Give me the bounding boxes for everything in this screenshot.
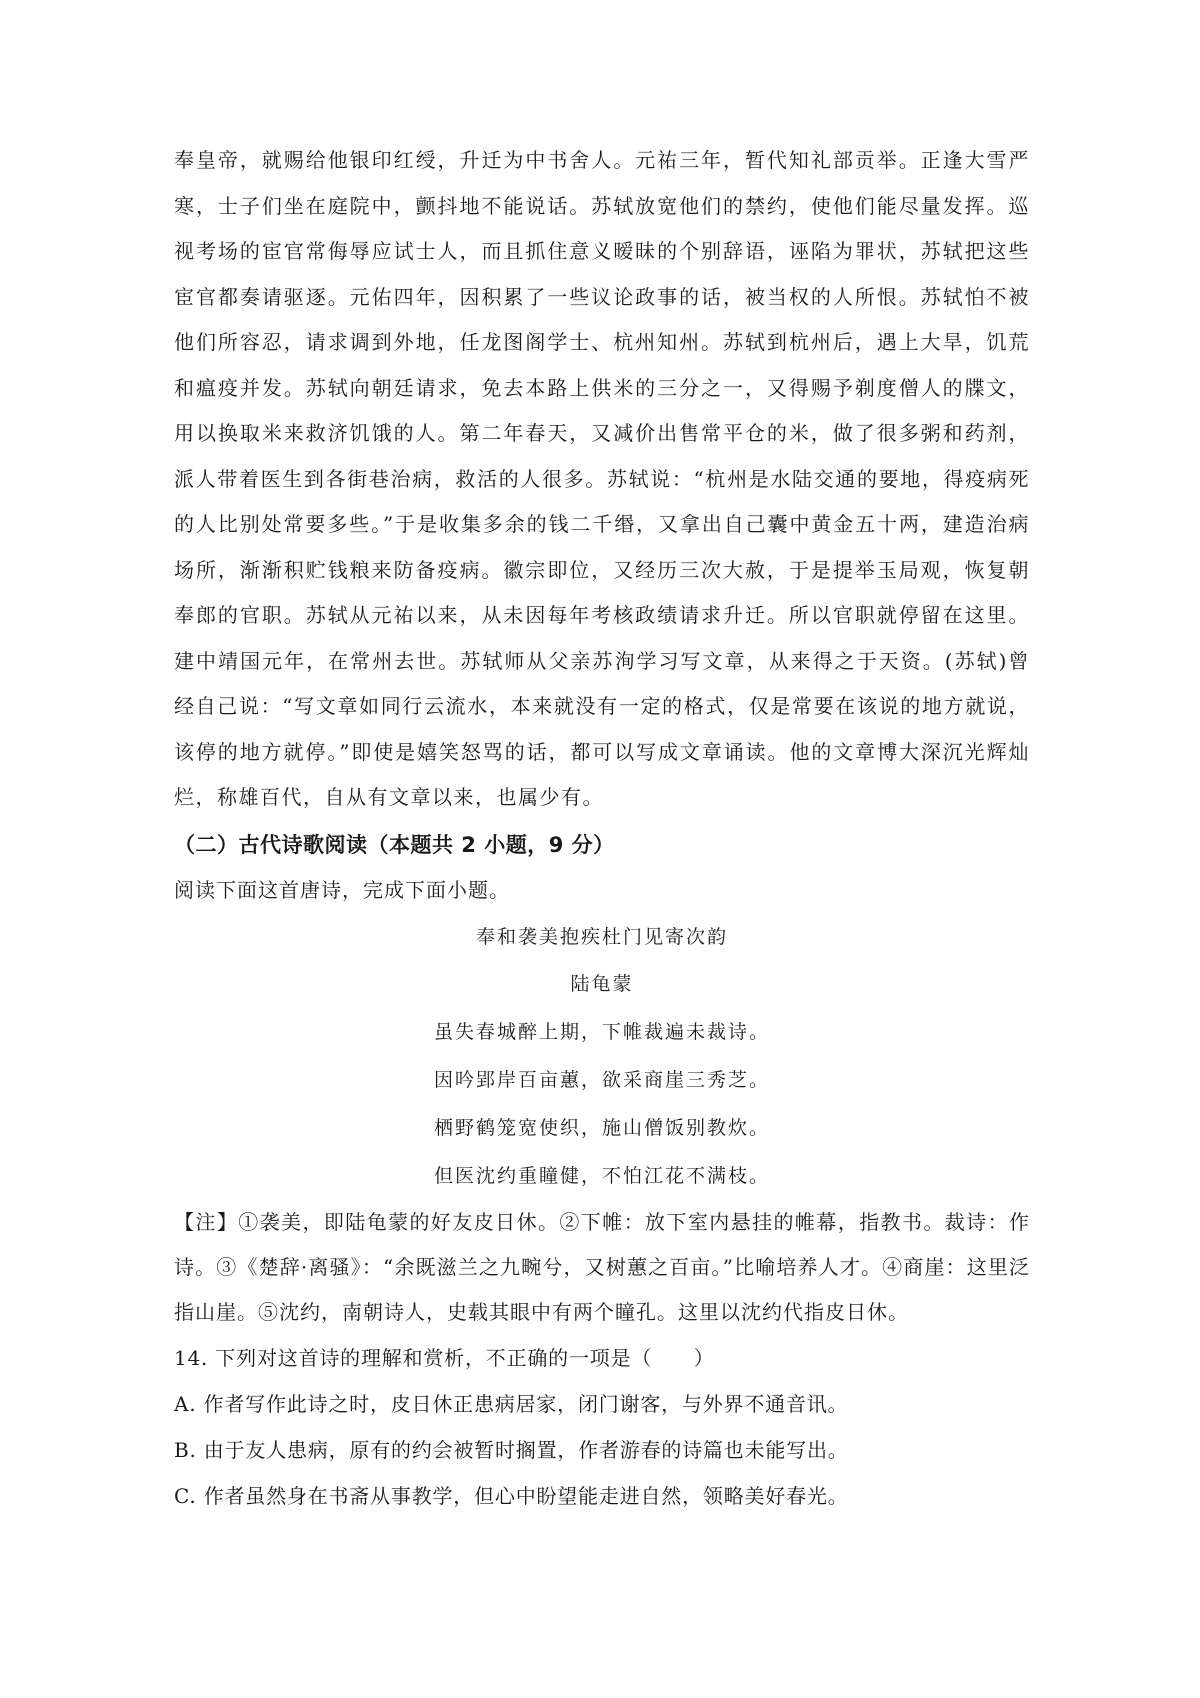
question-14 [174, 1335, 1030, 1519]
section-title: （二）古代诗歌阅读（本题共 2 小题，9 分） [174, 832, 615, 857]
question-stem: 14. 下列对这首诗的理解和赏析，不正确的一项是（ ） [174, 1345, 715, 1370]
poem-line: 虽失春城醉上期，下帷裁遍未裁诗。 [433, 1020, 770, 1043]
poem-block [174, 914, 1030, 1200]
passage-translation: 奉皇帝，就赐给他银印红绶，升迁为中书舍人。元祐三年，暂代知礼部贡举。正逢大雪严寒，士子们坐在庭院中，颤抖地不能说话。苏轼放宽他们的禁约，使他们能尽量发挥。巡视考场的宦官常侮辱应试士人，而且抓住意义暧昧的个别辞语，诬陷为罪状，苏轼把这些宦官都奏请驱逐。元佑四年，因积累了一些议论政事的话，被当权的人所恨。苏轼怕不被他们所容忍，请求调到外地，任龙图阁学士、杭州知州。苏轼到杭州后，遇上大旱，饥荒和瘟疫并发。苏轼向朝廷请求，免去本路上供米的三分之一，又得赐予剃度僧人的牒文，用以换取米来救济饥饿的人。第二年春天，又减价出售常平仓的米，做了很多粥和药剂，派人带着医生到各街巷治病，救活的人很多。苏轼说：“杭州是水陆交通的要地，得疫病死的人比别处常要多些。”于是收集多余的钱二千缗，又拿出自己囊中黄金五十两，建造治病场所，渐渐积贮钱粮来防备疫病。徽宗即位，又经历三次大赦，于是提举玉局观，恢复朝奉郎的官职。苏轼从元祐以来，从未因每年考核政绩请求升迁。所以官职就停留在这里。建中靖国元年，在常州去世。苏轼师从父亲苏洵学习写文章，从来得之于天资。(苏轼)曾经自己说：“写文章如同行云流水，本来就没有一定的格式，仅是常要在该说的地方就说，该停的地方就停。”即使是嬉笑怒骂的话，都可以写成文章诵读。他的文章博大深沉光辉灿烂，称雄百代，自从有文章以来，也属少有。 [174, 148, 1030, 809]
poem-author: 陆龟蒙 [570, 972, 634, 995]
poem-title: 奉和袭美抱疾杜门见寄次韵 [475, 925, 728, 948]
poem-line: 但医沈约重瞳健，不怕江花不满枝。 [433, 1164, 770, 1187]
poem-notes: 【注】①袭美，即陆龟蒙的好友皮日休。②下帷：放下室内悬挂的帷幕，指教书。裁诗：作诗。③《楚辞·离骚》：“余既滋兰之九畹兮，又树蕙之百亩。”比喻培养人才。④商崖：这里泛指山崖。⑤沈约，南朝诗人，史载其眼中有两个瞳孔。这里以沈约代指皮日休。 [174, 1209, 1030, 1324]
option-c: C. 作者虽然身在书斋从事教学，但心中盼望能走进自然，领略美好春光。 [174, 1483, 849, 1508]
exam-page [174, 138, 1030, 1519]
option-b: B. 由于友人患病，原有的约会被暂时搁置，作者游春的诗篇也未能写出。 [174, 1437, 849, 1462]
poem-line: 因吟郢岸百亩蕙，欲采商崖三秀芝。 [433, 1068, 770, 1091]
section-instruction: 阅读下面这首唐诗，完成下面小题。 [174, 877, 510, 902]
poem-line: 栖野鹤笼宽使织，施山僧饭别教炊。 [433, 1116, 770, 1139]
option-a: A. 作者写作此诗之时，皮日休正患病居家，闭门谢客，与外界不通音讯。 [174, 1391, 849, 1416]
